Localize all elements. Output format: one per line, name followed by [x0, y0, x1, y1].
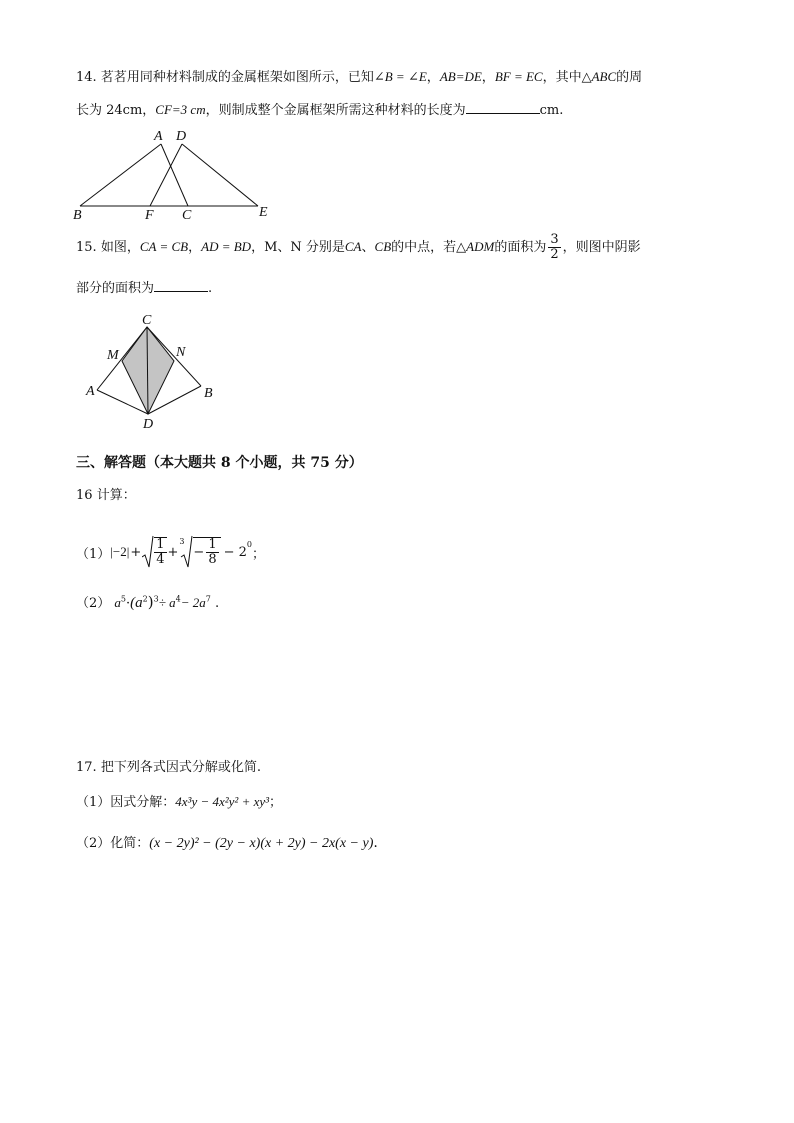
q16-p2-exp3: 3 — [153, 594, 159, 604]
q15-number: 15. — [76, 240, 97, 255]
q14-answer-blank[interactable] — [466, 113, 540, 114]
q15-line2 — [76, 277, 212, 296]
q17-header — [76, 756, 261, 775]
q17-p1-label: （1）因式分解： — [76, 795, 176, 810]
q15-label-n: N — [176, 345, 186, 360]
q17-part1 — [76, 791, 282, 810]
q14-line2 — [76, 99, 563, 118]
q16-p1-plus1: + — [130, 544, 142, 560]
q14-text-c: 的周 — [616, 70, 643, 85]
q16-p2-exp2: 2 — [142, 594, 148, 604]
q14-cf: CF=3 cm — [155, 102, 206, 117]
q16-p1-frac1-den: 4 — [156, 552, 165, 567]
q16-p1-label: （1） — [76, 546, 111, 562]
q15-text-a: 如图， — [100, 240, 140, 255]
q14-sep2: ， — [481, 70, 495, 85]
q16-p2-paren: (a — [130, 595, 143, 611]
q14-line2-a: 长为 24cm， — [76, 103, 156, 118]
q15-label-b: B — [204, 386, 213, 401]
q14-seg-ab — [80, 144, 161, 206]
q14-line1 — [76, 66, 642, 85]
q14-label-a: A — [154, 129, 163, 144]
q16-p2-end: . — [214, 596, 220, 611]
q14-label-c: C — [182, 208, 192, 222]
q16-p1-exp0: 0 — [246, 540, 252, 549]
q15-text-b: ，M、N 分别是 — [251, 240, 345, 255]
q15-text-d: 的面积为 — [494, 240, 547, 255]
q14-number: 14. — [76, 70, 97, 85]
q15-label-a: A — [86, 384, 95, 399]
q16-p1-frac1-num: 1 — [156, 537, 165, 553]
q16-part2 — [76, 592, 219, 612]
q15-line2-text: 部分的面积为 — [76, 281, 155, 296]
q14-sep1: ， — [426, 70, 440, 85]
q14-unit: cm. — [539, 103, 564, 118]
q14-label-e: E — [259, 205, 268, 220]
q17-number: 17. — [76, 760, 97, 775]
q14-seg-de — [182, 144, 258, 206]
q14-cond-angle: ∠B = ∠E — [373, 69, 427, 84]
sqrt-symbol-icon — [142, 535, 154, 569]
q15-tri: △ADM — [456, 239, 495, 254]
q15-sep2: 、 — [361, 240, 375, 255]
q17-p1-expr: 4x³y − 4x²y² + xy³ — [175, 794, 270, 809]
q15-ca: CA — [344, 239, 362, 254]
q16-p1-frac2-den: 8 — [208, 551, 217, 567]
q17-title: 把下列各式因式分解或化简. — [100, 760, 261, 775]
q16-p2-exp4: 4 — [175, 594, 181, 604]
q15-label-c: C — [142, 313, 152, 328]
q17-p1-end: ； — [269, 795, 283, 810]
q16-p2-a: a — [114, 595, 121, 610]
q14-seg-ac — [161, 144, 188, 206]
q17-p2-label: （2）化简： — [76, 836, 150, 851]
q15-label-m: M — [107, 348, 119, 363]
q15-sep1: ， — [188, 240, 202, 255]
q15-fraction — [548, 233, 560, 261]
q15-label-d: D — [143, 417, 154, 432]
q16-p2-exp5: 5 — [120, 594, 127, 604]
q16-p1-sqrt — [142, 535, 166, 569]
q14-text-b: ，其中 — [542, 70, 582, 85]
q15-figure — [80, 310, 220, 434]
q15-text-c: 的中点，若 — [391, 240, 457, 255]
q16-p1-end: ； — [252, 546, 266, 562]
q15-cb: CB — [374, 239, 392, 254]
section3-title: 三、解答题（本大题共 8 个小题，共 75 分） — [76, 455, 363, 471]
q16-p1-plus2: + — [167, 544, 179, 560]
q14-cond-bf: BF = EC — [494, 69, 543, 84]
q16-p1-cbrt — [179, 535, 220, 569]
q16-p1-root-index: 3 — [179, 537, 185, 546]
q16-p1-neg: − — [193, 544, 205, 560]
q15-ca-cb: CA = CB — [139, 239, 189, 254]
q15-text-e: ，则图中阴影 — [562, 240, 641, 255]
q16-p1-frac2-num: 1 — [208, 536, 217, 552]
q14-label-b: B — [73, 208, 82, 222]
q17-part2 — [76, 832, 378, 852]
q17-p2-expr: (x − 2y)² − (2y − x)(x + 2y) − 2x(x − y) — [149, 836, 374, 851]
q16-p1-tail: − 2 — [223, 544, 247, 560]
q14-text-a: 茗茗用同种材料制成的金属框架如图所示，已知 — [100, 70, 374, 85]
q15-line2-end: . — [208, 281, 213, 296]
q16-p1-abs: |−2| — [110, 544, 130, 559]
q15-frac-num: 3 — [550, 232, 559, 248]
q16-part1 — [76, 534, 265, 570]
q14-cond-ab: AB=DE — [439, 69, 482, 84]
q14-triangle: △ABC — [581, 69, 617, 84]
q14-line2-b: ，则制成整个金属框架所需这种材料的长度为 — [205, 103, 466, 118]
q14-label-d: D — [176, 129, 187, 144]
q16-p2-label: （2） — [76, 596, 111, 611]
q16-number: 16 — [76, 488, 93, 503]
q16-p2-close: ) — [147, 593, 154, 611]
q15-ad-bd: AD = BD — [201, 239, 252, 254]
q14-label-f: F — [145, 208, 154, 222]
q15-answer-blank[interactable] — [154, 291, 208, 292]
q16-p2-minus: − 2a — [180, 595, 206, 610]
q16-p2-div: ÷ a — [158, 595, 176, 610]
q15-line1 — [76, 232, 641, 263]
q16-header — [76, 484, 136, 503]
q16-p2-dot: · — [126, 596, 131, 611]
q15-frac-den: 2 — [550, 247, 559, 262]
q14-seg-df — [150, 144, 182, 206]
q16-title: 计算： — [96, 488, 136, 503]
q14-figure — [70, 126, 280, 222]
q17-p2-end: . — [373, 835, 378, 851]
q16-p2-exp7: 7 — [205, 594, 211, 604]
